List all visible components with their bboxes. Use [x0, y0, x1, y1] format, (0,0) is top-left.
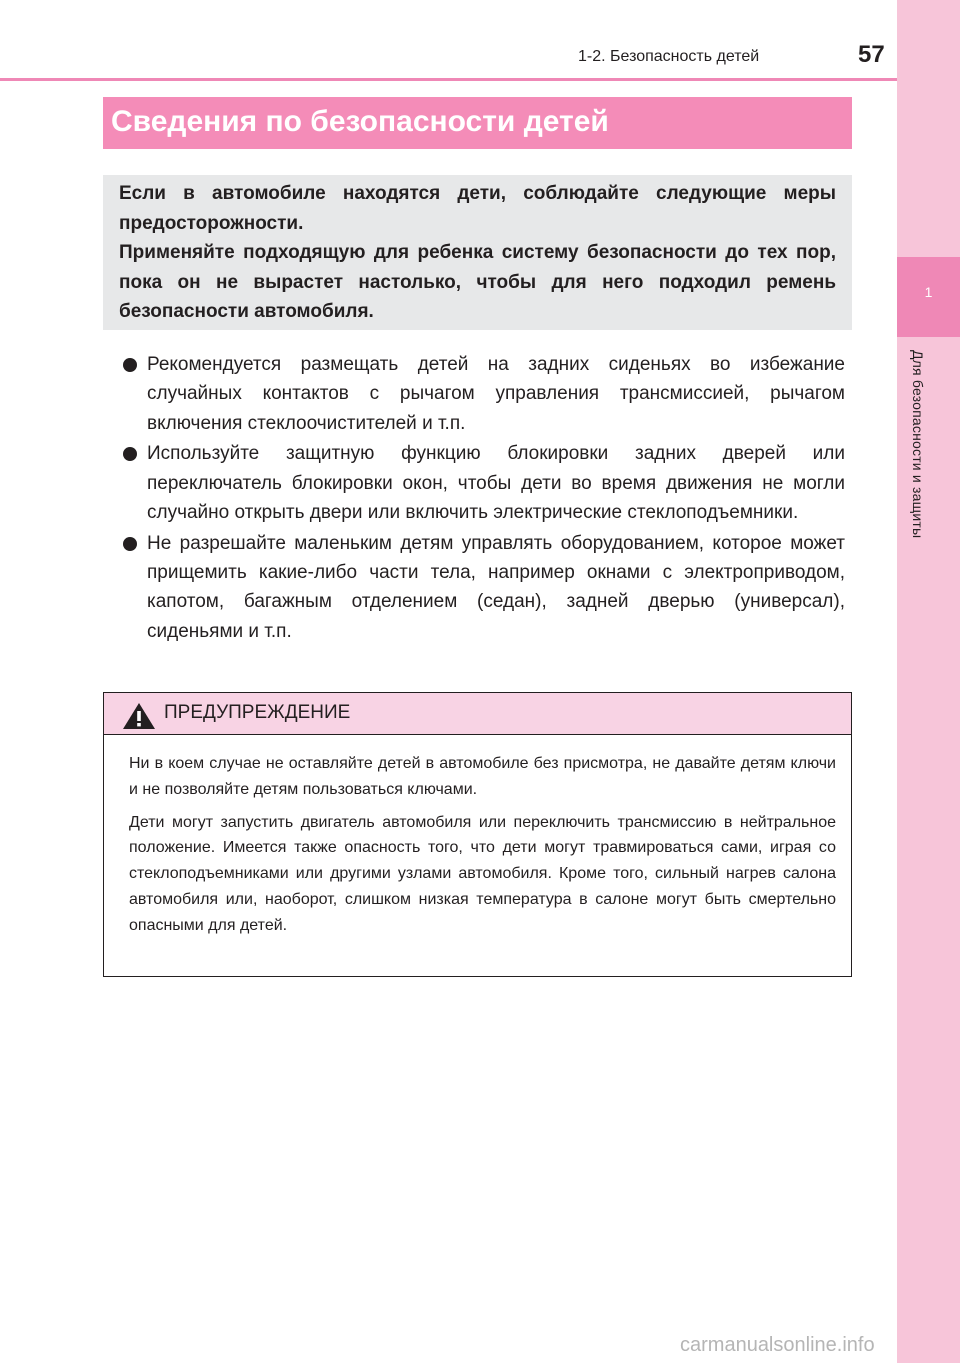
list-item [121, 350, 845, 438]
bullet-icon [123, 537, 137, 551]
side-strip [897, 0, 960, 1363]
page-number: 57 [858, 41, 885, 68]
list-item [121, 529, 845, 646]
chapter-tab[interactable] [897, 257, 960, 337]
intro-box [103, 175, 852, 330]
bullet-text: Не разрешайте маленьким детям управлять оборудованием, которое может прищемить какие-либо части тела, например окнами с электроприводом, капотом, багажным отделением (седан), задней дверью (универсал), сиденьями и т.п. [147, 532, 845, 642]
chapter-number: 1 [924, 284, 933, 300]
list-item [121, 439, 845, 527]
bullet-text: Рекомендуется размещать детей на задних сиденьях во избежание случайных контактов с рычагом управления трансмиссией, рычагом включения стеклоочистителей и т.п. [147, 354, 845, 434]
watermark: carmanualsonline.info [680, 1334, 875, 1356]
warning-triangle-icon [122, 702, 156, 730]
warning-label: ПРЕДУПРЕЖДЕНИЕ [164, 702, 351, 723]
warning-header [104, 693, 851, 735]
warning-paragraph: Дети могут запустить двигатель автомобиля или переключить трансмиссию в нейтральное положение. Имеется также опасность того, что дети могут травмироваться сами, играя со стеклоподъемниками или другими узлами автомобиля. Кроме того, сильный нагрев салона автомобиля или, наоборот, слишком низкая температура в салоне могут быть смертельно опасными для детей. [129, 813, 836, 934]
warning-body [104, 735, 851, 939]
intro-paragraph: Если в автомобиле находятся дети, соблюдайте следующие меры предосторожности. [119, 183, 836, 234]
header-rule [0, 78, 897, 81]
running-head: 1-2. Безопасность детей [578, 48, 760, 65]
bullet-icon [123, 358, 137, 372]
bullet-text: Используйте защитную функцию блокировки задних дверей или переключатель блокировки окон, чтобы дети во время движения не могли случайно открыть двери или включить электрические стеклоподъемники. [147, 443, 845, 523]
warning-paragraph: Ни в коем случае не оставляйте детей в автомобиле без присмотра, не давайте детям ключи и не позволяйте детям пользоваться ключами. [129, 755, 836, 798]
bullet-list [121, 350, 845, 647]
intro-paragraph: Применяйте подходящую для ребенка систему безопасности до тех пор, пока он не вырастет настолько, чтобы для него подходил ремень безопасности автомобиля. [119, 242, 836, 322]
chapter-title: Для безопасности и защиты [910, 350, 926, 539]
bullet-icon [123, 447, 137, 461]
warning-box [103, 692, 852, 977]
section-title: Сведения по безопасности детей [103, 97, 852, 149]
